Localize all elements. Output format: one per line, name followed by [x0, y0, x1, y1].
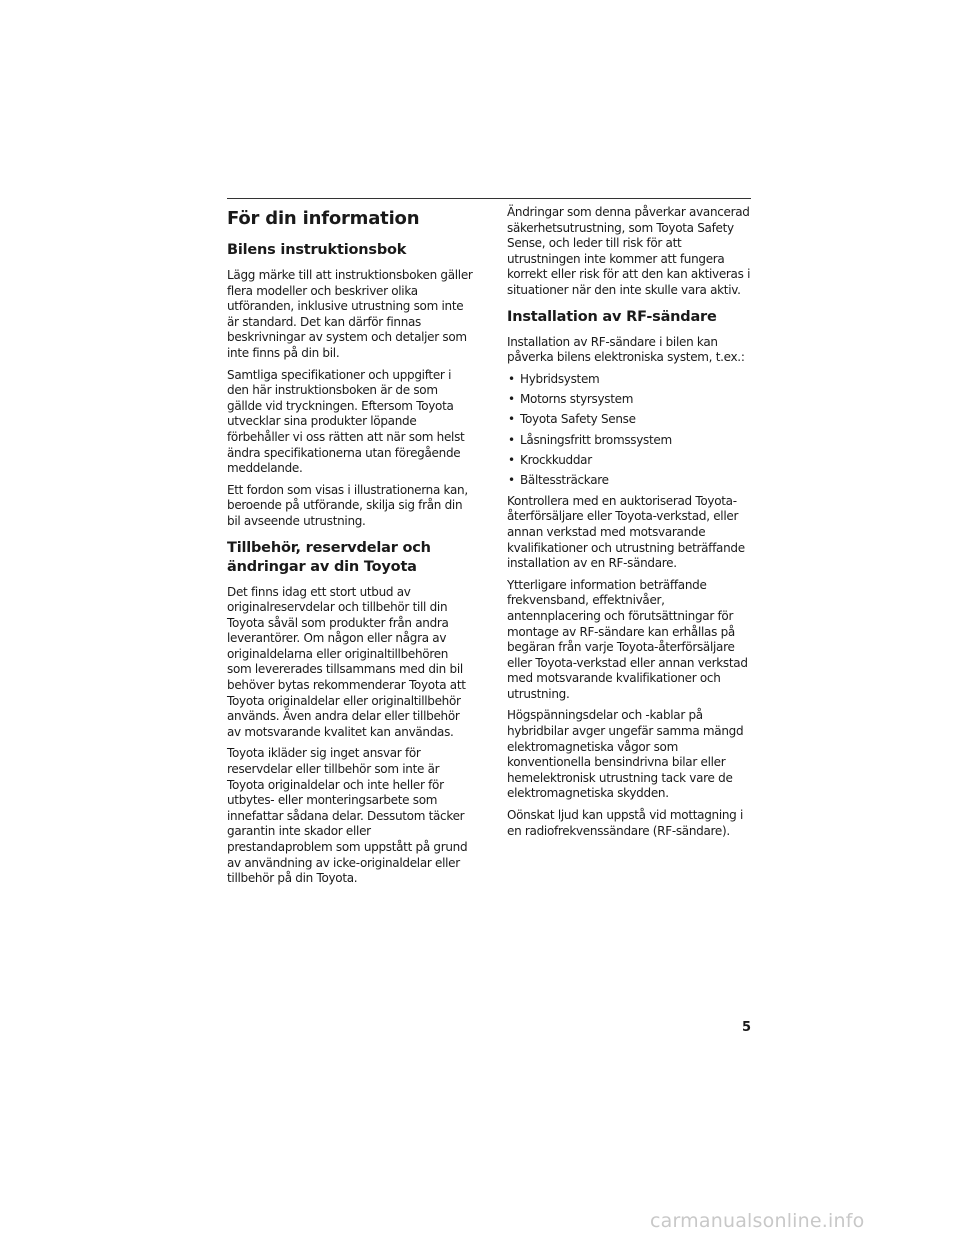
paragraph: Lägg märke till att instruktionsboken gäller flera modeller och beskriver olika utföranden, inklusive utrustning som inte är standard. Det kan därför finnas beskrivningar av system och detaljer som inte finns på din bil.	[227, 268, 473, 360]
list-item: • Hybridsystem	[507, 372, 757, 388]
list-item: • Toyota Safety Sense	[507, 412, 757, 428]
list-item: • Låsningsfritt bromssystem	[507, 433, 757, 449]
paragraph: Installation av RF-sändare i bilen kan påverka bilens elektroniska system, t.ex.:	[507, 334, 745, 365]
section-heading-tillbehor: Tillbehör, reservdelar och ändringar av din Toyota	[227, 539, 431, 575]
paragraph: Högspänningsdelar och -kablar på hybridbilar avger ungefär samma mängd elektromagnetiska vågor som konventionella bensindrivna bilar eller hemelektronisk utrustning tack vare de elektromagnetiska skydden.	[507, 708, 744, 801]
section-heading-instruktionsbok: Bilens instruktionsbok	[227, 242, 407, 258]
paragraph: Toyota ikläder sig inget ansvar för reservdelar eller tillbehör som inte är Toyota originaldelar och inte heller för utbytes- eller monteringsarbete som innefattar sådana delar. Dessutom täcker garantin inte skador eller prestandaproblem som uppstått på grund av användning av icke-originaldelar eller tillbehör på din Toyota.	[227, 746, 468, 886]
paragraph: Kontrollera med en auktoriserad Toyota-återförsäljare eller Toyota-verkstad, eller annan verkstad med motsvarande kvalifikationer och utrustning beträffande installation av en RF-sändare.	[507, 493, 745, 571]
right-column	[507, 205, 757, 845]
top-rule	[227, 198, 751, 199]
left-column	[227, 205, 475, 893]
page-title: För din information	[227, 208, 420, 229]
paragraph: Samtliga specifikationer och uppgifter i den här instruktionsboken är de som gällde vid tryckningen. Eftersom Toyota utvecklar sina produkter löpande förbehåller vi oss rätten att när som helst ändra specifikationerna utan föregående meddelande.	[227, 367, 465, 476]
paragraph: Oönskat ljud kan uppstå vid mottagning i en radiofrekvenssändare (RF-sändare).	[507, 808, 744, 838]
list-item: • Krockkuddar	[507, 453, 757, 469]
watermark-logo: carmanualsonline.info	[650, 1210, 865, 1232]
system-list	[507, 372, 757, 489]
page-number: 5	[742, 1020, 752, 1035]
paragraph: Ett fordon som visas i illustrationerna kan, beroende på utförande, skilja sig från din bil avseende utrustning.	[227, 482, 468, 528]
list-item: • Motorns styrsystem	[507, 392, 757, 408]
paragraph: Ytterligare information beträffande frekvensband, effektnivåer, antennplacering och förutsättningar för montage av RF-sändare kan erhållas på begäran från varje Toyota-återförsäljare eller Toyota-verkstad eller annan verkstad med motsvarande kvalifikationer och utrustning.	[507, 577, 748, 701]
paragraph: Ändringar som denna påverkar avancerad säkerhetsutrustning, som Toyota Safety Sense, och leder till risk för att utrustningen inte kommer att fungera korrekt eller risk för att den kan aktiveras i situationer när den inte skulle vara aktiv.	[507, 205, 751, 297]
list-item: • Bältessträckare	[507, 473, 757, 489]
paragraph: Det finns idag ett stort utbud av originalreservdelar och tillbehör till din Toyota såväl som produkter från andra leverantörer. Om någon eller några av originaldelarna eller originaltillbehören som levererades tillsammans med din bil behöver bytas rekommenderar Toyota att Toyota originaldelar eller originaltillbehör används. Även andra delar eller tillbehör av motsvarande kvalitet kan användas.	[227, 584, 466, 739]
section-heading-rf-sandare: Installation av RF-sändare	[507, 308, 717, 325]
